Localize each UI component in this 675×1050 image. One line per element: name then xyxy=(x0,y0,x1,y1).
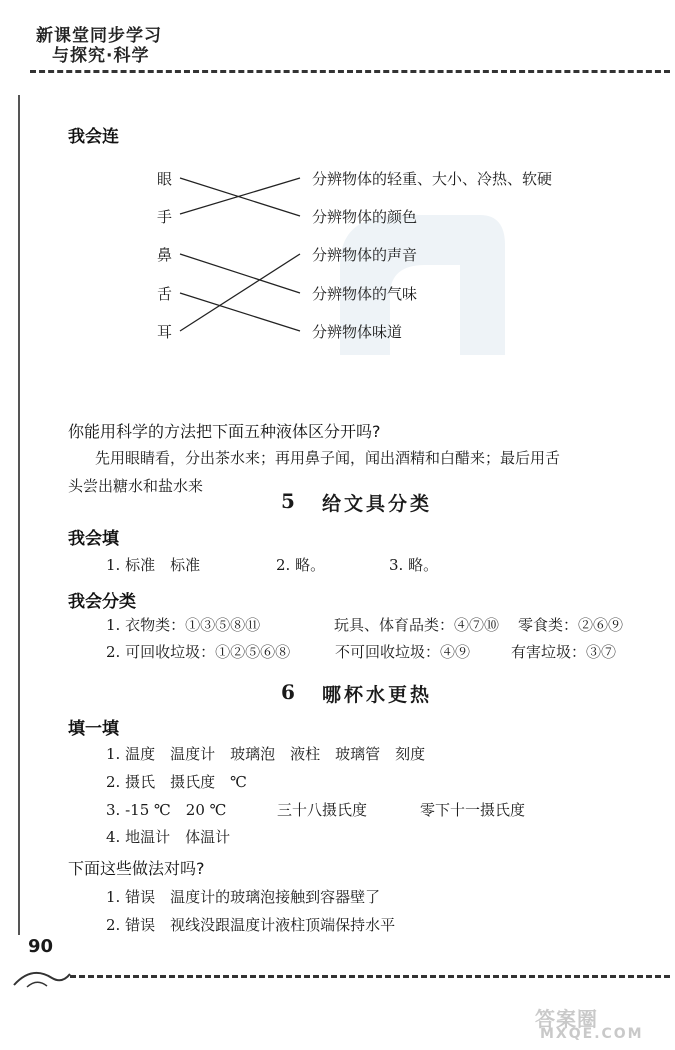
lesson5-number: 5 xyxy=(281,489,295,513)
classify-snacks: 零食类：②⑥⑨ xyxy=(518,616,624,634)
match-heading: 我会连 xyxy=(68,127,119,147)
match-lines xyxy=(0,0,675,400)
match-right-item: 分辨物体的气味 xyxy=(312,285,418,303)
classify-nonrecyclable: 不可回收垃圾：④⑨ xyxy=(335,643,471,661)
liquids-question: 你能用科学的方法把下面五种液体区分开吗? xyxy=(68,422,381,441)
lesson6-number: 6 xyxy=(281,680,295,704)
match-right-item: 分辨物体味道 xyxy=(312,323,403,341)
match-left-item: 鼻 xyxy=(157,246,173,264)
lesson6-fill-4: 4. 地温计 体温计 xyxy=(106,828,231,846)
lesson6-title: 哪杯水更热 xyxy=(322,684,433,706)
match-line xyxy=(180,254,300,293)
lesson6-fill-heading: 填一填 xyxy=(68,719,119,739)
match-left-item: 舌 xyxy=(157,285,173,303)
lesson6-fill-3a: 3. -15 ℃ 20 ℃ xyxy=(106,801,227,819)
lesson6-judge-heading: 下面这些做法对吗? xyxy=(68,859,205,878)
page-number: 90 xyxy=(28,936,54,957)
match-left-item: 眼 xyxy=(157,170,173,188)
match-right-item: 分辨物体的轻重、大小、冷热、软硬 xyxy=(312,170,553,188)
match-left-item: 耳 xyxy=(157,323,173,341)
lesson5-fill-heading: 我会填 xyxy=(68,529,119,549)
lesson5-title: 给文具分类 xyxy=(322,493,433,515)
match-right-item: 分辨物体的颜色 xyxy=(312,208,418,226)
lesson5-classify-heading: 我会分类 xyxy=(68,592,136,612)
book-title: 新课堂同步学习 xyxy=(36,26,162,46)
lesson6-fill-3c: 零下十一摄氏度 xyxy=(420,801,526,819)
match-line xyxy=(180,293,300,331)
watermark-url: MXQE.COM xyxy=(540,1026,644,1042)
classify-recyclable: 2. 可回收垃圾：①②⑤⑥⑧ xyxy=(106,643,291,661)
lesson6-judge-2: 2. 错误 视线没跟温度计液柱顶端保持水平 xyxy=(106,916,396,934)
lesson6-fill-2: 2. 摄氏 摄氏度 ℃ xyxy=(106,773,247,791)
lesson6-fill-1: 1. 温度 温度计 玻璃泡 液柱 玻璃管 刻度 xyxy=(106,745,426,763)
lesson5-fill-1: 1. 标准 标准 xyxy=(106,556,201,574)
liquids-answer-line2: 头尝出糖水和盐水来 xyxy=(68,477,204,495)
corner-ornament-icon xyxy=(12,960,72,990)
classify-clothing: 1. 衣物类：①③⑤⑧⑪ xyxy=(106,616,261,634)
match-left-item: 手 xyxy=(157,208,173,226)
classify-toys: 玩具、体育品类：④⑦⑩ xyxy=(334,616,500,634)
classify-hazardous: 有害垃圾：③⑦ xyxy=(511,643,617,661)
lesson6-judge-1: 1. 错误 温度计的玻璃泡接触到容器壁了 xyxy=(106,888,381,906)
lesson5-fill-3: 3. 略。 xyxy=(389,556,439,574)
match-line xyxy=(180,254,300,331)
footer-divider xyxy=(70,975,670,978)
lesson6-fill-3b: 三十八摄氏度 xyxy=(277,801,368,819)
watermark-logo: 答案圈 xyxy=(535,1007,598,1031)
book-subtitle: 与探究·科学 xyxy=(52,46,150,66)
lesson5-fill-2: 2. 略。 xyxy=(276,556,326,574)
match-right-item: 分辨物体的声音 xyxy=(312,246,418,264)
liquids-answer-line1: 先用眼睛看，分出茶水来；再用鼻子闻，闻出酒精和白醋来；最后用舌 xyxy=(95,449,561,467)
